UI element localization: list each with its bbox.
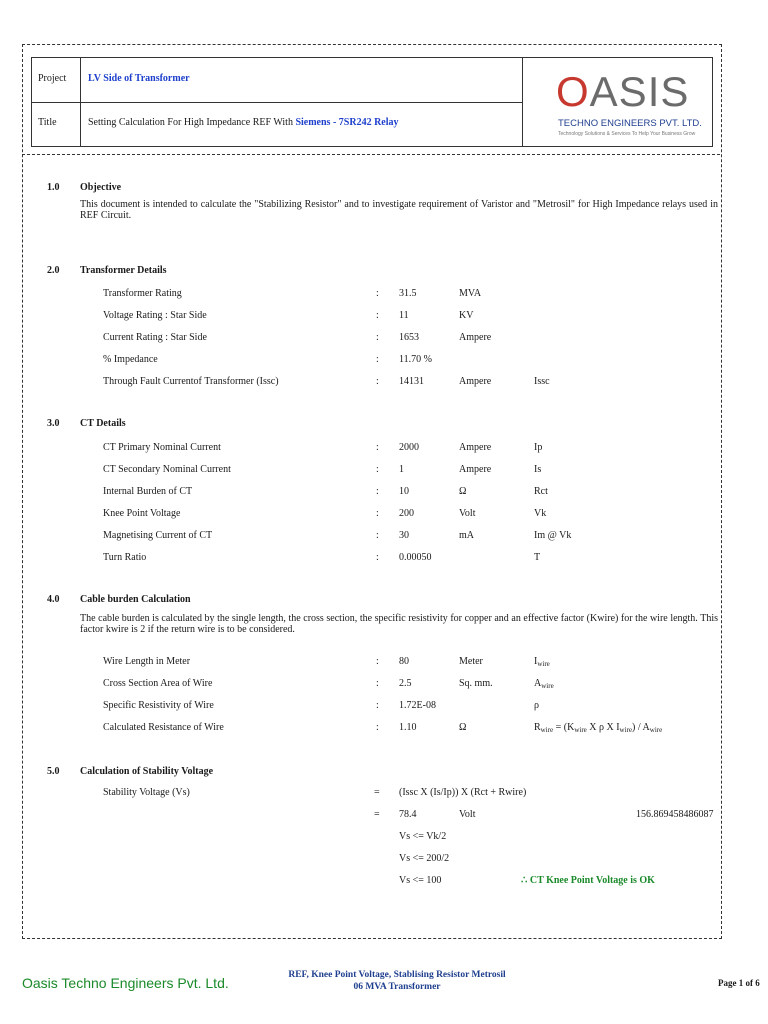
cable-sym — [534, 722, 662, 734]
ct-unit: Ω — [459, 486, 467, 497]
ct-sep: : — [376, 464, 379, 475]
section-4-title: Cable burden Calculation — [80, 594, 191, 605]
cable-sym-sub: wire — [541, 682, 554, 690]
ct-label: CT Primary Nominal Current — [103, 442, 221, 453]
cable-sym-main: A — [534, 678, 542, 689]
ct-sym: Vk — [534, 508, 547, 519]
cable-value: 1.10 — [399, 722, 417, 733]
section-1-text: This document is intended to calculate the "Stabilizing Resistor" and to investigate requirement of Varistor and "Metrosil" for High Impedance relays used in REF Circuit. — [80, 199, 718, 221]
stability-value: 78.4 — [399, 809, 417, 820]
ct-value: 1 — [399, 464, 404, 475]
cable-label: Cross Section Area of Wire — [103, 678, 213, 689]
transformer-sep: : — [376, 310, 379, 321]
transformer-value: 11.70 % — [399, 354, 432, 365]
knee-point-result: ∴ CT Knee Point Voltage is OK — [521, 875, 655, 886]
title-value-cell — [80, 102, 523, 146]
stability-formula: (Issc X (Is/Ip)) X (Rct + Rwire) — [399, 787, 527, 798]
section-4-text: The cable burden is calculated by the single length, the cross section, the specific resistivity for copper and an effective factor (Kwire) for the wire length. This factor kwire is 2 if the return wire is to be considered. — [80, 613, 718, 635]
condition-line-2: Vs <= 200/2 — [399, 853, 450, 864]
transformer-sep: : — [376, 354, 379, 365]
document-header — [22, 44, 720, 155]
condition-line-3: Vs <= 100 — [399, 875, 442, 886]
ct-sym: T — [534, 552, 541, 563]
section-3-title: CT Details — [80, 418, 126, 429]
cable-sep: : — [376, 678, 379, 689]
section-4-number: 4.0 — [47, 594, 60, 605]
transformer-label: Through Fault Currentof Transformer (Issc) — [103, 376, 279, 387]
formula-text: X ρ X I — [586, 722, 620, 733]
stability-eq-1: = — [374, 787, 380, 798]
project-value-cell — [80, 58, 523, 103]
header-table — [31, 57, 713, 147]
logo-wordmark — [556, 68, 689, 116]
formula-text: = (K — [553, 722, 575, 733]
ct-label: CT Secondary Nominal Current — [103, 464, 231, 475]
ct-sep: : — [376, 530, 379, 541]
stability-eq-2: = — [374, 809, 380, 820]
page-number: Page 1 of 6 — [718, 978, 760, 988]
ct-label: Knee Point Voltage — [103, 508, 181, 519]
cable-sym-sub: wire — [540, 726, 554, 734]
cable-sym — [534, 656, 550, 668]
transformer-sym: Issc — [534, 376, 550, 387]
ct-unit: Volt — [459, 508, 476, 519]
footer-doc-line-1: REF, Knee Point Voltage, Stablising Resistor Metrosil — [288, 970, 506, 980]
transformer-sep: : — [376, 332, 379, 343]
title-prefix: Setting Calculation For High Impedance REF With — [88, 117, 296, 128]
ct-unit: Ampere — [459, 464, 492, 475]
cable-unit: Meter — [459, 656, 483, 667]
transformer-label: Voltage Rating : Star Side — [103, 310, 207, 321]
title-value — [88, 117, 399, 128]
transformer-sep: : — [376, 376, 379, 387]
ct-value: 10 — [399, 486, 409, 497]
transformer-label: Current Rating : Star Side — [103, 332, 207, 343]
logo-rest-letters: ASIS — [589, 68, 690, 115]
cable-sep: : — [376, 722, 379, 733]
logo-accent-letter: O — [556, 68, 590, 115]
cable-sym-sub: wire — [537, 660, 550, 668]
ct-sep: : — [376, 552, 379, 563]
section-2-number: 2.0 — [47, 265, 60, 276]
cable-sep: : — [376, 656, 379, 667]
ct-sym: Ip — [534, 442, 543, 453]
transformer-unit: Ampere — [459, 376, 492, 387]
cable-value: 80 — [399, 656, 409, 667]
ct-unit: mA — [459, 530, 474, 541]
cable-unit: Ω — [459, 722, 467, 733]
formula-subscript: wire — [574, 726, 587, 734]
transformer-unit: KV — [459, 310, 474, 321]
project-value: LV Side of Transformer — [88, 73, 190, 84]
cable-sym-main: ρ — [534, 700, 539, 711]
section-1-number: 1.0 — [47, 182, 60, 193]
company-logo — [522, 58, 712, 146]
section-3-number: 3.0 — [47, 418, 60, 429]
formula-subscript: wire — [649, 726, 663, 734]
transformer-value: 31.5 — [399, 288, 417, 299]
ct-sep: : — [376, 508, 379, 519]
project-label-cell — [32, 58, 81, 103]
cable-sym-main: I — [534, 656, 538, 667]
cable-label: Specific Resistivity of Wire — [103, 700, 214, 711]
ct-value: 30 — [399, 530, 409, 541]
cable-sym — [534, 678, 554, 690]
ct-label: Magnetising Current of CT — [103, 530, 213, 541]
title-highlight: Siemens - 7SR242 Relay — [295, 117, 399, 128]
logo-tagline: Technology Solutions & Services To Help Your Business Grow — [558, 131, 696, 137]
cable-sym-main: R — [534, 722, 541, 733]
cable-sym — [534, 700, 539, 711]
project-label: Project — [38, 73, 67, 84]
formula-text: ) / A — [632, 722, 650, 733]
title-label-cell — [32, 102, 81, 146]
ct-sym: Im @ Vk — [534, 530, 572, 541]
stability-voltage-label: Stability Voltage (Vs) — [103, 787, 190, 798]
cable-unit: Sq. mm. — [459, 678, 493, 689]
stability-unit: Volt — [459, 809, 476, 820]
ct-sep: : — [376, 442, 379, 453]
transformer-label: Transformer Rating — [103, 288, 182, 299]
transformer-value: 11 — [399, 310, 409, 321]
ct-unit: Ampere — [459, 442, 492, 453]
cable-value: 2.5 — [399, 678, 412, 689]
ct-value: 200 — [399, 508, 414, 519]
title-label: Title — [38, 117, 57, 128]
footer-doc-line-2: 06 MVA Transformer — [353, 982, 441, 992]
condition-line-1: Vs <= Vk/2 — [399, 831, 447, 842]
cable-label: Calculated Resistance of Wire — [103, 722, 224, 733]
section-5-title: Calculation of Stability Voltage — [80, 766, 214, 777]
ct-value: 0.00050 — [399, 552, 432, 563]
ct-label: Internal Burden of CT — [103, 486, 193, 497]
transformer-value: 14131 — [399, 376, 424, 387]
cable-label: Wire Length in Meter — [103, 656, 191, 667]
section-2-title: Transformer Details — [80, 265, 167, 276]
ct-sym: Is — [534, 464, 542, 475]
formula-subscript: wire — [619, 726, 632, 734]
cable-value: 1.72E-08 — [399, 700, 436, 711]
section-1-title: Objective — [80, 182, 122, 193]
footer-document-title — [262, 969, 532, 993]
logo-company: TECHNO ENGINEERS PVT. LTD. — [558, 118, 702, 129]
ct-value: 2000 — [399, 442, 419, 453]
footer-company: Oasis Techno Engineers Pvt. Ltd. — [22, 975, 229, 991]
stability-side-value: 156.869458486087 — [636, 809, 714, 820]
transformer-label: % Impedance — [103, 354, 158, 365]
ct-sym: Rct — [534, 486, 548, 497]
section-5-number: 5.0 — [47, 766, 60, 777]
transformer-unit: MVA — [459, 288, 482, 299]
ct-sep: : — [376, 486, 379, 497]
transformer-value: 1653 — [399, 332, 419, 343]
ct-label: Turn Ratio — [103, 552, 147, 563]
transformer-sep: : — [376, 288, 379, 299]
transformer-unit: Ampere — [459, 332, 492, 343]
cable-sep: : — [376, 700, 379, 711]
